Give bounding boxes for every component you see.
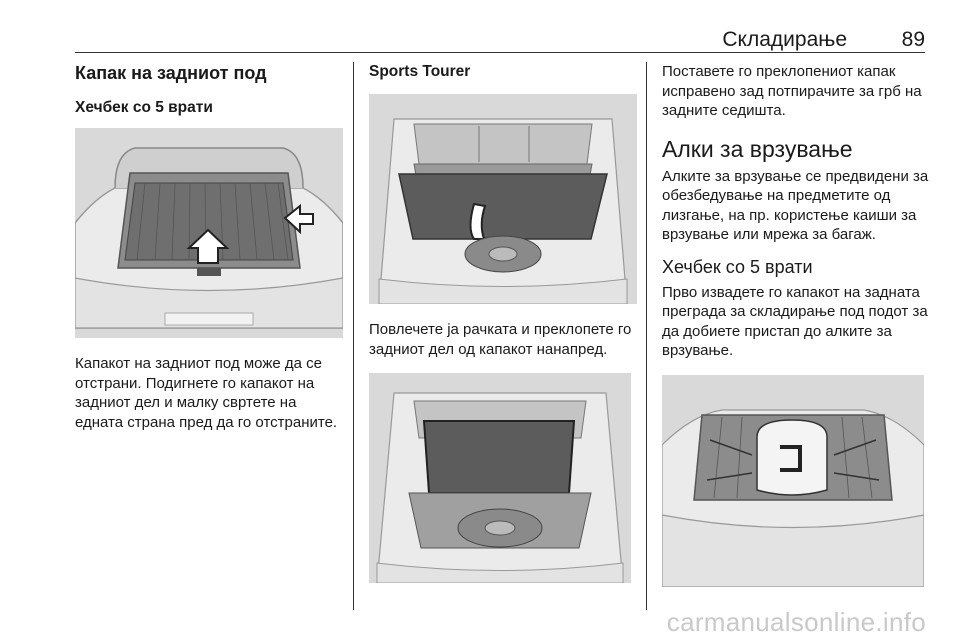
subsection-heading: Sports Tourer (369, 63, 471, 80)
sports-tourer-handle-illustration (369, 94, 637, 304)
column-1 (75, 62, 343, 432)
column-divider (646, 62, 647, 610)
page-number: 89 (901, 28, 925, 51)
page-header (75, 24, 925, 53)
section-heading: Капак на задниот под (75, 63, 267, 83)
column-3 (662, 62, 930, 587)
instruction-text: Повлечете ја рачката и преклопете го задниот дел од капакот нанапред. (369, 321, 632, 358)
lashing-eyes-illustration (662, 375, 924, 587)
trunk-floor-cover-illustration (75, 128, 343, 338)
instruction-text: Капакот на задниот под може да се отстрани. Подигнете го капакот на задниот дел и малку свртете на едната страна пред да го отстраните. (75, 355, 338, 431)
instruction-text: Поставете го преклопениот капак исправено зад потпирачите за грб на задните седишта. (662, 63, 922, 119)
column-divider (353, 62, 354, 610)
section-heading: Алки за врзување (662, 135, 853, 162)
instruction-text: Прво извадете го капакот на задната преграда за складирање под подот за да добиете пристап до алките за врзување. (662, 283, 928, 359)
section-title: Складирање (722, 28, 847, 51)
watermark: carmanualsonline.info (666, 607, 926, 637)
sports-tourer-folded-cover-illustration (369, 373, 631, 583)
subsection-heading: Хечбек со 5 врати (662, 256, 813, 277)
column-2 (369, 62, 637, 583)
subsection-heading: Хечбек со 5 врати (75, 99, 213, 116)
body-text: Алките за врзување се предвидени за обезбедување на предметите од лизгање, на пр. користење каиши за врзување или мрежа за багаж. (662, 167, 929, 243)
